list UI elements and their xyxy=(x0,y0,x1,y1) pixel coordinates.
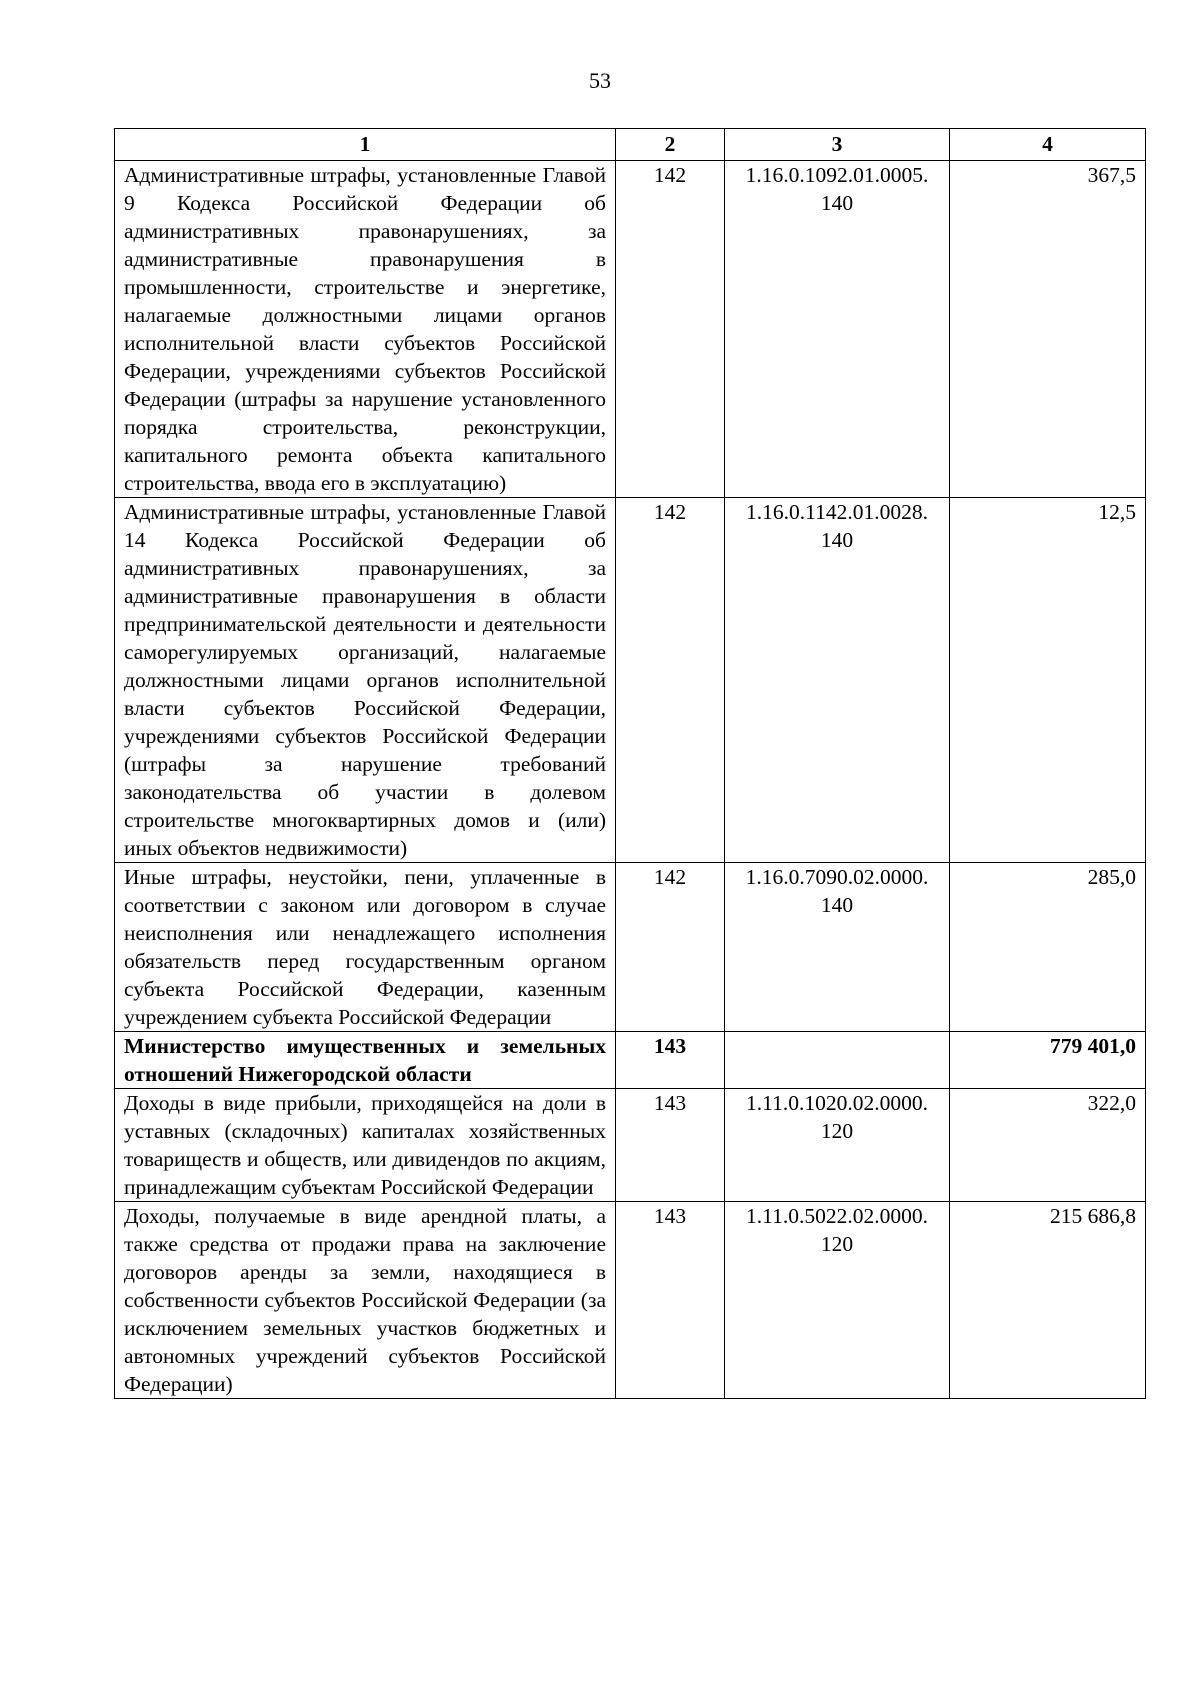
row-description: Административные штрафы, установленные Главой 14 Кодекса Российской Федерации об административных правонарушениях, за административные правонарушения в области предпринимательской деятельности и деятельности саморегулируемых организаций, налагаемые должностными лицами органов исполнительной власти субъектов Российской Федерации, учреждениями субъектов Российской Федерации (штрафы за нарушение требований законодательства об участии в долевом строительстве многоквартирных домов и (или) иных объектов недвижимости) xyxy=(115,498,616,863)
revenue-table xyxy=(114,128,1146,1399)
budget-code-line2: 120 xyxy=(820,1119,854,1143)
row-admin-code: 142 xyxy=(616,498,725,863)
ministry-total-amount: 779 401,0 xyxy=(950,1032,1146,1089)
row-admin-code: 142 xyxy=(616,863,725,1032)
row-description: Иные штрафы, неустойки, пени, уплаченные в соответствии с законом или договором в случае неисполнения или ненадлежащего исполнения обязательств перед государственным органом субъекта Российской Федерации, казенным учреждением субъекта Российской Федерации xyxy=(115,863,616,1032)
table-row xyxy=(115,863,1146,1032)
row-budget-code xyxy=(725,863,950,1032)
column-header-1: 1 xyxy=(115,129,616,161)
row-amount: 285,0 xyxy=(950,863,1146,1032)
row-description: Административные штрафы, установленные Главой 9 Кодекса Российской Федерации об административных правонарушениях, за административные правонарушения в промышленности, строительстве и энергетике, налагаемые должностными лицами органов исполнительной власти субъектов Российской Федерации, учреждениями субъектов Российской Федерации (штрафы за нарушение установленного порядка строительства, реконструкции, капитального ремонта объекта капитального строительства, ввода его в эксплуатацию) xyxy=(115,161,616,498)
table-row xyxy=(115,498,1146,863)
row-amount: 367,5 xyxy=(950,161,1146,498)
row-admin-code: 142 xyxy=(616,161,725,498)
budget-code-line1: 1.16.0.1142.01.0028. xyxy=(746,500,928,524)
column-header-3: 3 xyxy=(725,129,950,161)
table-row xyxy=(115,161,1146,498)
budget-code-line1: 1.11.0.1020.02.0000. xyxy=(746,1091,928,1115)
page-number: 53 xyxy=(589,68,611,93)
row-description: Доходы в виде прибыли, приходящейся на доли в уставных (складочных) капиталах хозяйственных товариществ и обществ, или дивидендов по акциям, принадлежащим субъектам Российской Федерации xyxy=(115,1089,616,1202)
budget-code-line2: 140 xyxy=(820,893,854,917)
ministry-row xyxy=(115,1032,1146,1089)
row-budget-code xyxy=(725,498,950,863)
row-amount: 215 686,8 xyxy=(950,1202,1146,1399)
budget-code-line1: 1.16.0.1092.01.0005. xyxy=(745,163,929,187)
budget-code-line1: 1.11.0.5022.02.0000. xyxy=(746,1204,928,1228)
table-row xyxy=(115,1202,1146,1399)
row-admin-code: 143 xyxy=(616,1202,725,1399)
table-header-row xyxy=(115,129,1146,161)
table-row xyxy=(115,1089,1146,1202)
row-budget-code xyxy=(725,1089,950,1202)
ministry-budget-code xyxy=(725,1032,950,1089)
row-description: Доходы, получаемые в виде арендной платы, а также средства от продажи права на заключение договоров аренды за земли, находящиеся в собственности субъектов Российской Федерации (за исключением земельных участков бюджетных и автономных учреждений субъектов Российской Федерации) xyxy=(115,1202,616,1399)
budget-code-line1: 1.16.0.7090.02.0000. xyxy=(745,865,929,889)
ministry-admin-code: 143 xyxy=(616,1032,725,1089)
row-budget-code xyxy=(725,1202,950,1399)
row-amount: 322,0 xyxy=(950,1089,1146,1202)
row-amount: 12,5 xyxy=(950,498,1146,863)
ministry-name: Министерство имущественных и земельных отношений Нижегородской области xyxy=(115,1032,616,1089)
column-header-2: 2 xyxy=(616,129,725,161)
row-admin-code: 143 xyxy=(616,1089,725,1202)
row-budget-code xyxy=(725,161,950,498)
budget-code-line2: 120 xyxy=(820,1232,854,1256)
budget-code-line2: 140 xyxy=(820,528,854,552)
column-header-4: 4 xyxy=(950,129,1146,161)
budget-code-line2: 140 xyxy=(820,191,854,215)
